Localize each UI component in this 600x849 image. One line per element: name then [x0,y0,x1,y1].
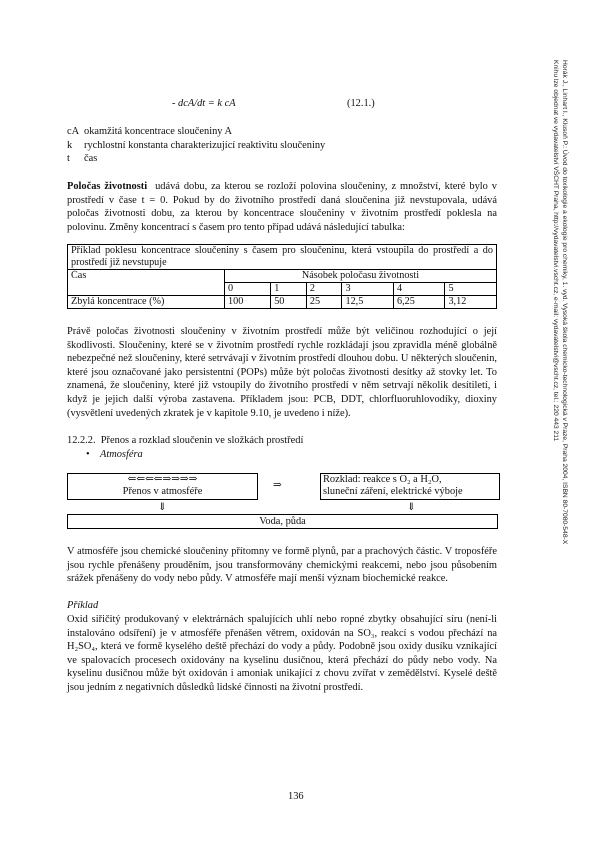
table-cell: 3,12 [445,296,497,309]
table-cell: 2 [306,283,342,296]
table-cell: 5 [445,283,497,296]
right-arrow-icon: ⇒ [273,480,282,491]
equation-number: (12.1.) [347,98,375,109]
table-row [68,296,497,309]
bullet-icon: • [86,449,90,460]
table-cell: 100 [225,296,271,309]
table-header-row [68,270,497,283]
atmosphere-paragraph: V atmosféře jsou chemické sloučeniny přítomny ve formě plynů, par a prachových částic. V troposféře jsou rychle přenášeny prouděním, jsou transformovány chemickými reakcemi, nebo jsou působením srážek přenášeny do vody nebo půdy. V atmosféře mají menší význam biochemické reakce. [67,546,497,585]
bullet-item [86,448,143,462]
definition-item [67,152,487,166]
example-label [67,599,98,613]
table-cell: 6,25 [393,296,444,309]
table-cell: 50 [271,296,307,309]
decomposition-line2: sluneční záření, elektrické výboje [323,486,463,497]
table-caption-row [68,245,497,270]
equation [172,97,236,111]
example-label-text: Příklad [67,600,99,611]
definition-item [67,139,487,153]
section-number: 12.2.2. [67,435,96,446]
transport-arrows: ⇐⇐⇐⇐⇒⇒⇒⇒ [127,474,198,485]
definition-desc: rychlostní konstanta charakterizující reaktivitu sloučeniny [84,139,326,151]
bullet-text: Atmosféra [100,449,143,460]
table-cell: 0 [225,283,271,296]
down-arrow-icon: ⇓ [158,502,167,513]
table-row-label: Zbylá koncentrace (%) [68,296,225,309]
table-cell: 3 [342,283,393,296]
definition-symbol: t [67,153,70,164]
table-group-header: Násobek poločasu životnosti [225,270,497,283]
section-heading [67,434,303,448]
equation-text: - dcA/dt = k cA [172,98,236,109]
halflife-paragraph [67,180,497,234]
definition-desc: čas [84,153,98,164]
table-cell: 4 [393,283,444,296]
side-note [539,60,569,700]
table-cell: 1 [271,283,307,296]
persistence-paragraph: Právě poločas životnosti sloučeniny v životním prostředí může být veličinou rozhodující o její škodlivosti. Sloučeniny, které se v životním prostředí rychle rozkládají jsou zpravidla méně globálně nebezpečné než sloučeniny, které setrvávají v životním prostředí dlouhou dobu. U některých sloučenin, které jsou označované jako persistentní (POPs) může být poločas životnosti desítky až stovky let. To znamená, že sloučeniny, které již vstoupily do životního prostředí v něm setrvají několik desítiletí, i když je jejich další výroba zastavena. Příkladem jsou: PCB, DDT, chlorfluoruhlovodíky, dioxiny (vysvětlení uvedených zkratek je v kapitole 9.10, je uvedeno i níže). [67,326,497,419]
decomposition-box [320,473,500,500]
side-note-order-info: Knihu lze objednat ve vydavatelství VŠCHT Praha, http://vydavatelstvi.vscht.cz, e-mail: vydavatelstvi@vscht.cz, tel.: 220 443 211 [552,60,559,442]
table-caption: Příklad poklesu koncentrace sloučeniny s časem pro sloučeninu, která vstoupila do prostředí a do prostředí již nevstupuje [68,245,497,270]
halflife-term: Poločas životnosti [67,181,148,192]
example-paragraph: Oxid siřičitý produkovaný v elektrárnách spalujících uhlí nebo ropné zbytky obsahující síru (není-li instalováno odsíření) je v atmosféře přenášen větrem, oxidován na SO₃, reakcí s vodou přechází na H₂SO₄, která ve formě kyselého deště přechází do vody a půdy. Podobně jsou oxidy dusíku vznikající ve spalovacích procesech oxidovány na kyselinu dusičnou, která přechází do půdy nebo vody. Na kyselinu dusičnou může být oxidován i amoniak unikající z chovu zvířat v zemědělství. Kyselé deště jsou jedním z negativních důsledků lidské činnosti na životní prostředí. [67,614,497,693]
definitions-list [67,125,487,166]
definition-symbol: k [67,139,73,151]
side-note-citation: Horák J., Linhart I., Klusoň P.: Úvod do toxikologie a ekologie pro chemiky, 1. vyd. Vysoká škola chemicko-technologická v Praze, Praha 2004, ISBN 80-7080-548-X [561,60,568,545]
page-number: 136 [288,791,304,802]
down-arrow-icon: ⇓ [407,502,416,513]
section-title: Přenos a rozklad sloučenin ve složkách prostředí [100,435,304,446]
transport-label: Přenos v atmosféře [122,486,203,497]
table-cell: 12,5 [342,296,393,309]
halflife-table [67,244,497,309]
definition-desc: okamžitá koncentrace sloučeniny A [84,126,233,137]
transport-box [67,473,258,500]
table-cell: 25 [306,296,342,309]
definition-item [67,125,487,139]
table-col1-header: Čas [68,270,225,296]
decomposition-line1: Rozklad: reakce s O₂ a H₂O, [323,474,442,485]
halflife-text: udává dobu, za kterou se rozloží polovina sloučeniny, z množství, které bylo v prostředí v čase t = 0. Pokud by do životního prostředí daná sloučenina již nevstupovala, udává poločas životnosti dobu, za kterou by koncentrace sloučeniny v životním prostředí poklesla na polovinu. Změny koncentrací s časem pro tento případ udává následující tabulka: [67,181,497,233]
water-soil-box: Voda, půda [67,514,498,529]
definition-symbol: cA [67,126,80,137]
